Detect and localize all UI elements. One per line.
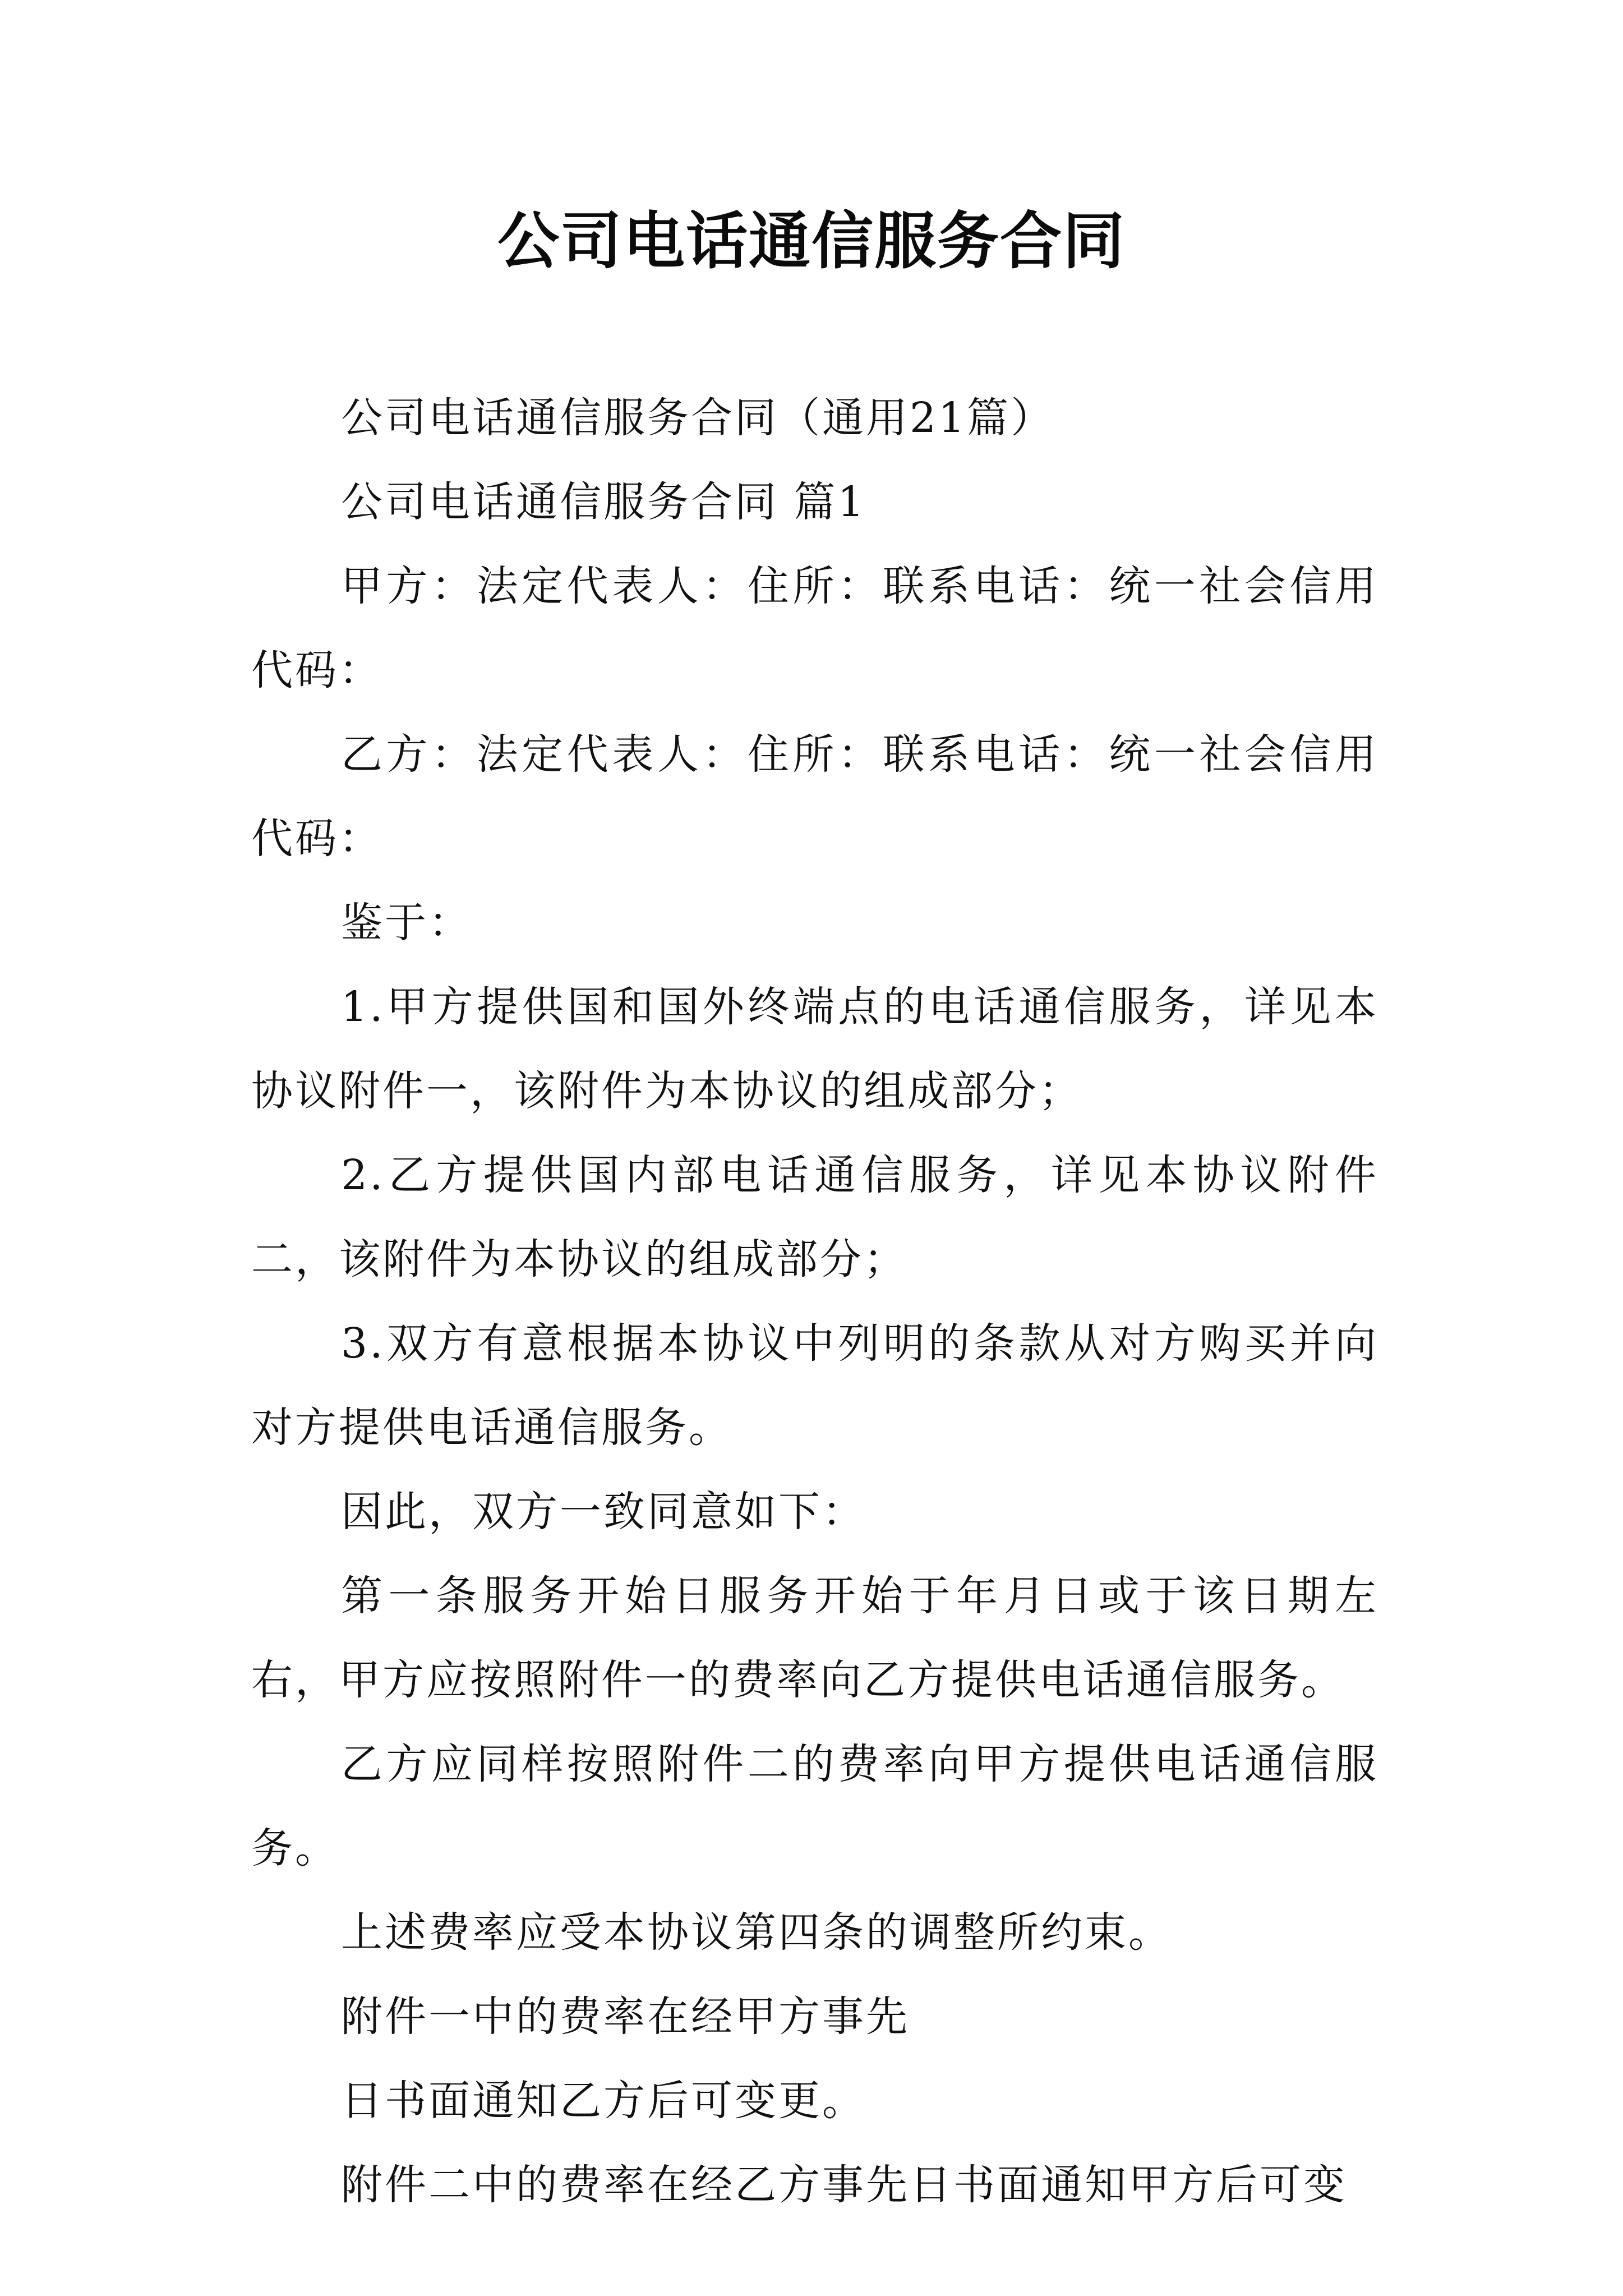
paragraph-agreement-intro: 因此，双方一致同意如下： [341, 1488, 866, 1536]
paragraph-collection-title: 公司电话通信服务合同（通用21篇） [341, 394, 1055, 442]
paragraph-party-b: 乙方：法定代表人：住所：联系电话：统一社会信用代码： [251, 730, 1378, 863]
paragraph-rate-adjustment: 上述费率应受本协议第四条的调整所约束。 [341, 1908, 1172, 1957]
paragraph-annex-2-rates: 附件二中的费率在经乙方事先日书面通知甲方后可变 [341, 2161, 1347, 2209]
paragraph-section-heading: 公司电话通信服务合同 篇1 [341, 478, 866, 526]
paragraph-recital-3: 3.双方有意根据本协议中列明的条款从对方购买并向对方提供电话通信服务。 [251, 1319, 1378, 1452]
document-title: 公司电话通信服务合同 [497, 205, 1126, 277]
paragraph-party-b-rates: 乙方应同样按照附件二的费率向甲方提供电话通信服务。 [251, 1740, 1378, 1872]
paragraph-party-a: 甲方：法定代表人：住所：联系电话：统一社会信用代码： [251, 562, 1378, 694]
paragraph-recital-2: 2.乙方提供国内部电话通信服务，详见本协议附件二，该附件为本协议的组成部分； [251, 1151, 1378, 1283]
paragraph-recital-1: 1.甲方提供国和国外终端点的电话通信服务，详见本协议附件一，该附件为本协议的组成部分； [251, 983, 1378, 1115]
document-body [251, 376, 1378, 2227]
paragraph-annex-1-notice: 日书面通知乙方后可变更。 [341, 2077, 866, 2125]
paragraph-whereas: 鉴于： [341, 899, 472, 947]
paragraph-article-1: 第一条服务开始日服务开始于年月日或于该日期左右，甲方应按照附件一的费率向乙方提供电话通信服务。 [251, 1572, 1378, 1704]
paragraph-annex-1-rates: 附件一中的费率在经甲方事先 [341, 1993, 910, 2041]
